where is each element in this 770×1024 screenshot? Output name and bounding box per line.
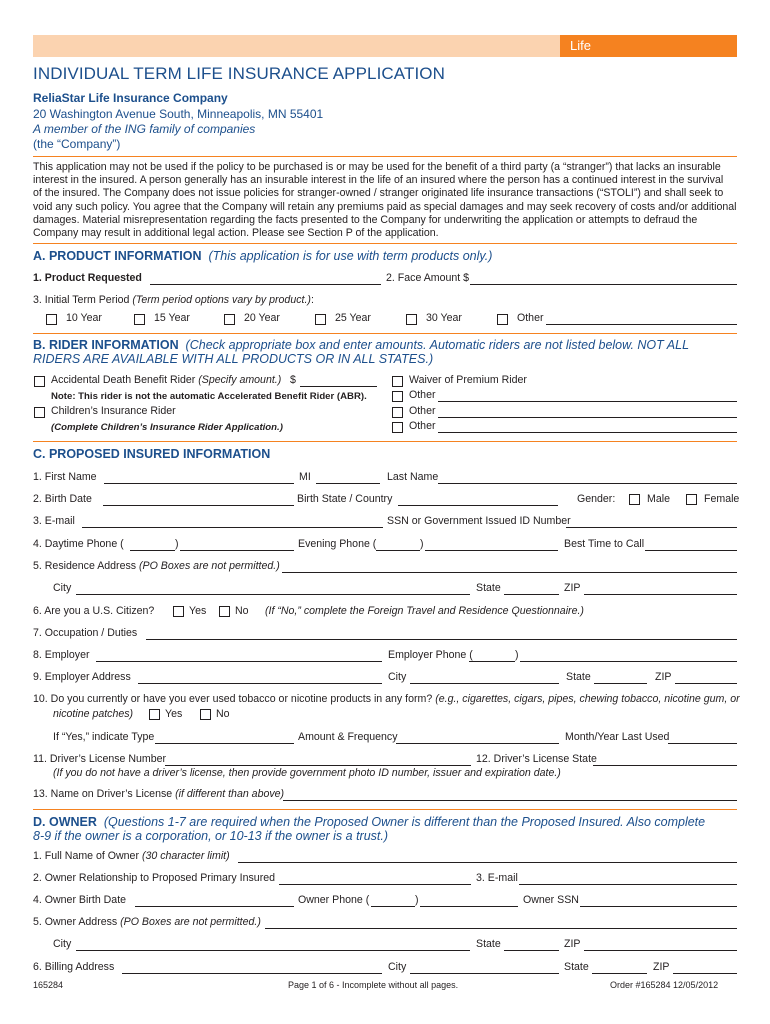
- page-title: INDIVIDUAL TERM LIFE INSURANCE APPLICATION: [33, 64, 445, 83]
- employer-state-field[interactable]: [594, 683, 647, 684]
- section-d-note-2: 8-9 if the owner is a corporation, or 10-13 if the owner is a trust.): [33, 829, 389, 843]
- owner-address-field[interactable]: [265, 928, 737, 929]
- term-30-checkbox[interactable]: [406, 314, 417, 325]
- employer-phone-label: Employer Phone (: [388, 649, 473, 661]
- gender-male-checkbox[interactable]: [629, 494, 640, 505]
- billing-address-label: 6. Billing Address: [33, 961, 115, 973]
- first-name-field[interactable]: [104, 483, 294, 484]
- owner-address-note: (PO Boxes are not permitted.): [120, 916, 261, 928]
- birth-date-field[interactable]: [103, 505, 294, 506]
- company-address: 20 Washington Avenue South, Minneapolis, MN 55401: [33, 107, 324, 121]
- term-period-text: 3. Initial Term Period: [33, 294, 130, 306]
- intro-line: of the insured. The Company does not issue policies for stranger-owned / stranger originated life insurance transactions (“STOLI”) and shall seek to: [33, 187, 724, 200]
- residence-address-text: 5. Residence Address: [33, 560, 137, 572]
- evening-phone-field[interactable]: [425, 550, 558, 551]
- billing-state-label: State: [564, 961, 589, 973]
- ssn-label: SSN or Government Issued ID Number: [387, 515, 571, 527]
- divider: [33, 441, 737, 442]
- rider-other-2-field[interactable]: [438, 417, 737, 418]
- birth-state-label: Birth State / Country: [297, 493, 393, 505]
- last-name-label: Last Name: [387, 471, 439, 483]
- rider-other-2-checkbox[interactable]: [392, 407, 403, 418]
- tobacco-examples: (e.g., cigarettes, cigars, pipes, chewing tobacco, nicotine gum, or: [435, 693, 740, 705]
- rider-other-3-label: Other: [409, 420, 436, 432]
- owner-phone-paren: ): [415, 894, 419, 906]
- owner-relationship-label: 2. Owner Relationship to Proposed Primary Insured: [33, 872, 276, 884]
- owner-email-field[interactable]: [519, 884, 737, 885]
- citizen-label: 6. Are you a U.S. Citizen?: [33, 605, 155, 617]
- residence-address-note: (PO Boxes are not permitted.): [139, 560, 280, 572]
- term-10-checkbox[interactable]: [46, 314, 57, 325]
- employer-address-label: 9. Employer Address: [33, 671, 131, 683]
- owner-email-label: 3. E-mail: [476, 872, 518, 884]
- citizen-yes-label: Yes: [189, 605, 207, 617]
- owner-zip-field[interactable]: [584, 950, 737, 951]
- owner-zip-label: ZIP: [564, 938, 581, 950]
- rider-other-3-field[interactable]: [438, 432, 737, 433]
- tobacco-yes-label: Yes: [165, 708, 183, 720]
- gender-label: Gender:: [577, 493, 616, 505]
- billing-state-field[interactable]: [592, 973, 647, 974]
- intro-line: void any such policy. You agree that the Company will retain any premiums paid as special damages and may seek recovery of costs and/or additional: [33, 200, 737, 213]
- tobacco-no-label: No: [216, 708, 230, 720]
- section-a-title: A. PRODUCT INFORMATION: [33, 249, 202, 263]
- term-other-checkbox[interactable]: [497, 314, 508, 325]
- employer-phone-area-field[interactable]: [469, 661, 515, 662]
- employer-city-label: City: [388, 671, 407, 683]
- section-b-heading: [33, 338, 689, 352]
- birth-date-label: 2. Birth Date: [33, 493, 92, 505]
- residence-address-label: [33, 560, 280, 572]
- rider-other-1-label: Other: [409, 389, 436, 401]
- city-label: City: [53, 582, 72, 594]
- term-10-label: 10 Year: [66, 312, 102, 324]
- amount-frequency-field[interactable]: [396, 743, 559, 744]
- occupation-label: 7. Occupation / Duties: [33, 627, 138, 639]
- license-number-field[interactable]: [165, 765, 471, 766]
- term-period-label: [33, 294, 314, 306]
- rider-other-3-checkbox[interactable]: [392, 422, 403, 433]
- term-20-checkbox[interactable]: [224, 314, 235, 325]
- employer-field[interactable]: [96, 661, 382, 662]
- last-name-field[interactable]: [438, 483, 737, 484]
- employer-label: 8. Employer: [33, 649, 90, 661]
- employer-zip-label: ZIP: [655, 671, 672, 683]
- company-alias: (the “Company”): [33, 137, 121, 151]
- license-number-label: 11. Driver’s License Number: [33, 753, 167, 765]
- waiver-rider-label: Waiver of Premium Rider: [409, 374, 527, 386]
- employer-address-field[interactable]: [138, 683, 382, 684]
- intro-paragraph: [33, 161, 737, 240]
- amount-frequency-label: Amount & Frequency: [298, 731, 398, 743]
- tobacco-question: [33, 693, 740, 705]
- term-other-field[interactable]: [546, 324, 737, 325]
- license-name-note: (if different than above): [175, 788, 285, 800]
- face-amount-label: 2. Face Amount $: [386, 272, 470, 284]
- billing-city-field[interactable]: [410, 973, 559, 974]
- term-15-checkbox[interactable]: [134, 314, 145, 325]
- evening-phone-area-field[interactable]: [376, 550, 420, 551]
- section-d-heading: [33, 815, 705, 829]
- footer-page-info: Page 1 of 6 - Incomplete without all pages.: [288, 980, 459, 990]
- adb-amount-field[interactable]: [300, 386, 377, 387]
- adb-rider-text: Accidental Death Benefit Rider: [51, 374, 196, 386]
- license-state-field[interactable]: [593, 765, 737, 766]
- billing-address-field[interactable]: [122, 973, 382, 974]
- email-field[interactable]: [82, 527, 383, 528]
- rider-other-1-checkbox[interactable]: [392, 391, 403, 402]
- mi-label: MI: [299, 471, 311, 483]
- intro-line: This application may not be used if the policy to be purchased is or may be used for the benefit of a third party (a “stranger”) that lacks an insurable: [33, 161, 721, 173]
- company-name: ReliaStar Life Insurance Company: [33, 91, 228, 105]
- daytime-phone-label: 4. Daytime Phone (: [33, 538, 124, 550]
- owner-address-label: [33, 916, 261, 928]
- section-b-title: B. RIDER INFORMATION: [33, 338, 179, 352]
- state-field[interactable]: [504, 594, 559, 595]
- owner-birth-date-label: 4. Owner Birth Date: [33, 894, 127, 906]
- license-state-label: 12. Driver’s License State: [476, 753, 597, 765]
- evening-phone-paren: ): [420, 538, 424, 550]
- term-15-label: 15 Year: [154, 312, 190, 324]
- mi-field[interactable]: [316, 483, 380, 484]
- term-other-label: Other: [517, 312, 544, 324]
- last-used-field[interactable]: [668, 743, 737, 744]
- tobacco-yes-checkbox[interactable]: [149, 709, 160, 720]
- section-b-note: (Check appropriate box and enter amounts. Automatic riders are not listed below. NOT ALL: [185, 338, 690, 352]
- zip-field[interactable]: [584, 594, 737, 595]
- divider: [33, 333, 737, 334]
- tobacco-type-label: If “Yes,” indicate Type: [53, 731, 155, 743]
- owner-name-text: 1. Full Name of Owner: [33, 850, 139, 862]
- term-30-label: 30 Year: [426, 312, 462, 324]
- divider: [33, 156, 737, 157]
- section-a-note: (This application is for use with term products only.): [208, 249, 493, 263]
- footer-form-number: 165284: [33, 980, 64, 990]
- owner-birth-date-field[interactable]: [135, 906, 294, 907]
- term-20-label: 20 Year: [244, 312, 280, 324]
- citizen-note: (If “No,” complete the Foreign Travel and Residence Questionnaire.): [265, 605, 584, 617]
- adb-rider-label: [51, 374, 281, 386]
- section-d-title: D. OWNER: [33, 815, 97, 829]
- state-label: State: [476, 582, 501, 594]
- owner-city-field[interactable]: [76, 950, 470, 951]
- term-period-colon: :: [310, 294, 314, 306]
- billing-zip-label: ZIP: [653, 961, 670, 973]
- billing-zip-field[interactable]: [673, 973, 737, 974]
- license-note: (If you do not have a driver’s license, then provide government photo ID number, issuer and expiration date.): [53, 767, 561, 779]
- term-25-checkbox[interactable]: [315, 314, 326, 325]
- email-label: 3. E-mail: [33, 515, 75, 527]
- children-rider-note: (Complete Children’s Insurance Rider Application.): [51, 422, 283, 433]
- daytime-phone-area-field[interactable]: [130, 550, 175, 551]
- owner-phone-field[interactable]: [420, 906, 518, 907]
- product-requested-field[interactable]: [150, 284, 381, 285]
- face-amount-field[interactable]: [470, 284, 737, 285]
- license-name-text: 13. Name on Driver’s License: [33, 788, 173, 800]
- section-a-heading: [33, 249, 492, 263]
- license-name-field[interactable]: [283, 800, 737, 801]
- zip-label: ZIP: [564, 582, 581, 594]
- intro-line: damages. Material misrepresentation regarding the facts presented to the Company for underwriting the application or attempts to defraud the: [33, 213, 698, 226]
- employer-phone-paren: ): [515, 649, 519, 661]
- rider-other-1-field[interactable]: [438, 401, 737, 402]
- term-period-note: (Term period options vary by product.): [132, 294, 311, 306]
- owner-name-label: [33, 850, 230, 862]
- evening-phone-label: Evening Phone (: [298, 538, 377, 550]
- employer-city-field[interactable]: [410, 683, 559, 684]
- section-b-note-2: RIDERS ARE AVAILABLE WITH ALL PRODUCTS OR IN ALL STATES.): [33, 352, 434, 366]
- owner-name-note: (30 character limit): [141, 850, 230, 862]
- owner-city-label: City: [53, 938, 72, 950]
- last-used-label: Month/Year Last Used: [565, 731, 670, 743]
- adb-warning: Note: This rider is not the automatic Accelerated Benefit Rider (ABR).: [51, 391, 367, 402]
- gender-female-checkbox[interactable]: [686, 494, 697, 505]
- employer-zip-field[interactable]: [675, 683, 737, 684]
- tobacco-type-field[interactable]: [155, 743, 294, 744]
- owner-ssn-label: Owner SSN: [523, 894, 579, 906]
- owner-state-field[interactable]: [504, 950, 559, 951]
- section-c-heading: [33, 447, 270, 461]
- divider: [33, 809, 737, 810]
- children-rider-label: Children’s Insurance Rider: [51, 405, 176, 417]
- waiver-rider-checkbox[interactable]: [392, 376, 403, 387]
- company-member: A member of the ING family of companies: [33, 122, 256, 136]
- rider-other-2-label: Other: [409, 405, 436, 417]
- gender-female-label: Female: [704, 493, 740, 505]
- employer-phone-field[interactable]: [520, 661, 737, 662]
- daytime-phone-paren: ): [175, 538, 179, 550]
- divider: [33, 243, 737, 244]
- adb-rider-note: (Specify amount.): [198, 374, 282, 386]
- best-time-field[interactable]: [645, 550, 737, 551]
- header-tab-life: Life: [560, 35, 737, 57]
- intro-line: Company may result in additional legal action. Please see Section P of the application.: [33, 227, 439, 240]
- owner-state-label: State: [476, 938, 501, 950]
- city-field[interactable]: [76, 594, 470, 595]
- intro-line: interest in the insured. A person generally has an insurable interest in the life of an insured where the person has a continued interest in the survival: [33, 174, 724, 187]
- billing-city-label: City: [388, 961, 407, 973]
- section-d-note: (Questions 1-7 are required when the Proposed Owner is different than the Proposed Insured. Also complete: [103, 815, 706, 829]
- tobacco-no-checkbox[interactable]: [200, 709, 211, 720]
- citizen-no-label: No: [235, 605, 249, 617]
- adb-dollar-sign: $: [290, 374, 296, 386]
- best-time-label: Best Time to Call: [564, 538, 645, 550]
- first-name-label: 1. First Name: [33, 471, 97, 483]
- footer-order: Order #165284 12/05/2012: [610, 980, 719, 990]
- adb-rider-checkbox[interactable]: [34, 376, 45, 387]
- tobacco-text: 10. Do you currently or have you ever used tobacco or nicotine products in any form?: [33, 693, 433, 705]
- owner-relationship-field[interactable]: [279, 884, 471, 885]
- birth-state-field[interactable]: [398, 505, 558, 506]
- owner-phone-area-field[interactable]: [371, 906, 415, 907]
- license-name-label: [33, 788, 284, 800]
- citizen-no-checkbox[interactable]: [219, 606, 230, 617]
- owner-ssn-field[interactable]: [580, 906, 737, 907]
- ssn-field[interactable]: [566, 527, 737, 528]
- employer-state-label: State: [566, 671, 591, 683]
- citizen-yes-checkbox[interactable]: [173, 606, 184, 617]
- tobacco-examples-2: nicotine patches): [53, 708, 134, 720]
- owner-address-text: 5. Owner Address: [33, 916, 118, 928]
- children-rider-checkbox[interactable]: [34, 407, 45, 418]
- daytime-phone-field[interactable]: [180, 550, 294, 551]
- term-25-label: 25 Year: [335, 312, 371, 324]
- gender-male-label: Male: [647, 493, 670, 505]
- owner-name-field[interactable]: [238, 862, 737, 863]
- occupation-field[interactable]: [146, 639, 737, 640]
- owner-phone-label: Owner Phone (: [298, 894, 370, 906]
- section-c-title: C. PROPOSED INSURED INFORMATION: [33, 447, 271, 461]
- product-requested-label: 1. Product Requested: [33, 272, 142, 284]
- residence-address-field[interactable]: [282, 572, 737, 573]
